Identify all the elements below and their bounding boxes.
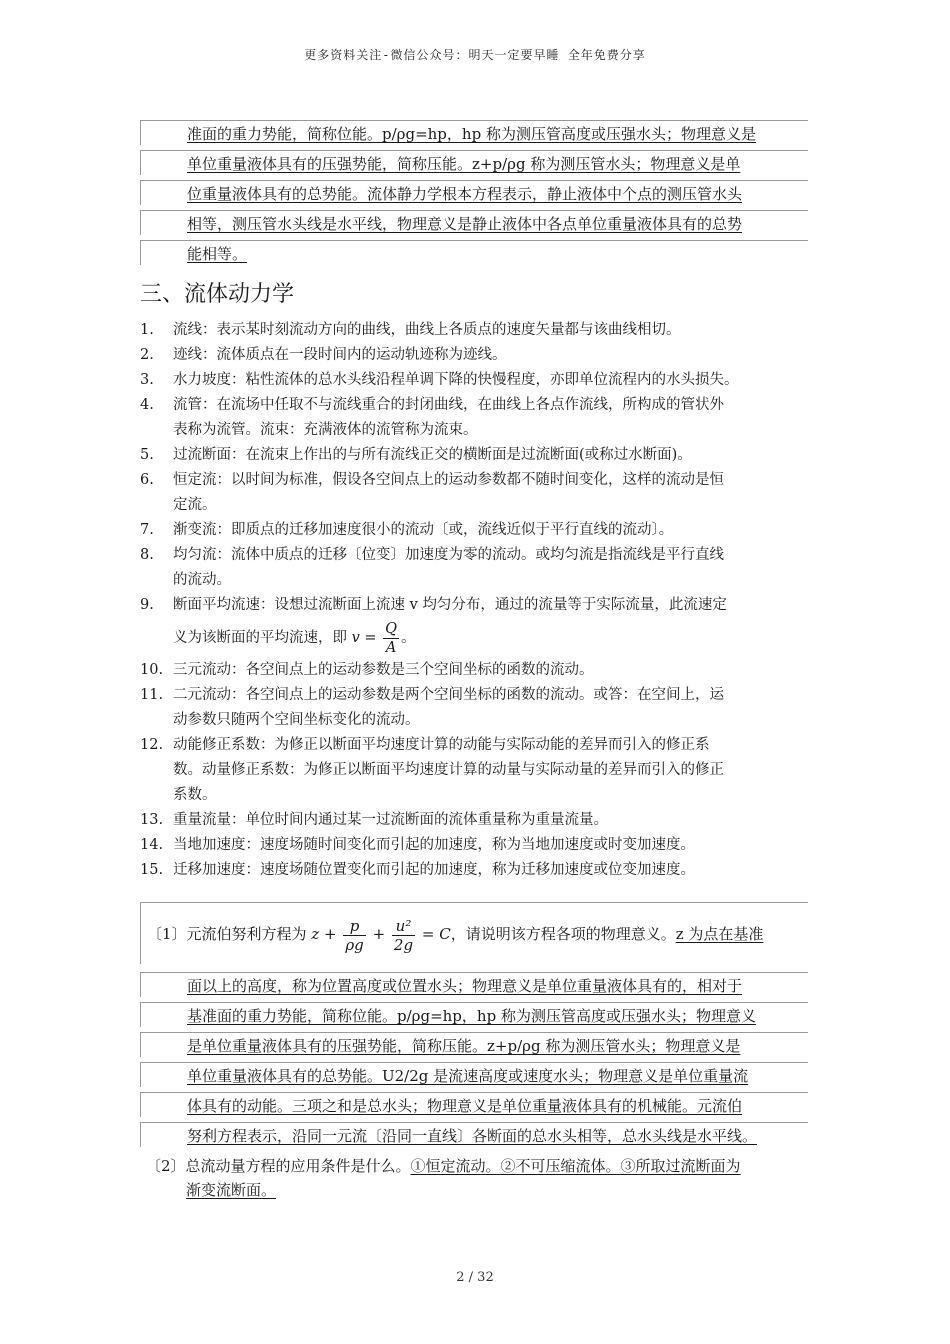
answer-line: 准面的重力势能，简称位能。p/ρg=hp，hp 称为测压管高度或压强水头；物理意义是	[140, 120, 808, 145]
answer-line: 是单位重量液体具有的压强势能，简称压能。z+p/ρg 称为测压管水头；物理意义是	[140, 1032, 808, 1057]
answer-line: 位重量液体具有的总势能。流体静力学根本方程表示，静止液体中个点的测压管水头	[140, 180, 808, 205]
list-item: 12. 动能修正系数：为修正以断面平均速度计算的动能与实际动能的差异而引入的修正系 数。动量修正系数：为修正以断面平均速度计算的动量与实际动量的差异而引入的修正 系数。	[140, 737, 724, 803]
list-item: 15. 迁移加速度：速度场随位置变化而引起的加速度，称为迁移加速度或位变加速度。	[140, 862, 695, 878]
page-number: 2 / 32	[456, 1270, 494, 1285]
question-2: 〔2〕总流动量方程的应用条件是什么。①恒定流动。②不可压缩流体。③所取过流断面为 渐变流断面。	[146, 1157, 741, 1199]
answer-line: 体具有的动能。三项之和是总水头；物理意义是单位重量液体具有的机械能。元流伯	[140, 1092, 808, 1117]
list-item: 9. 断面平均流速：设想过流断面上流速 v 均匀分布，通过的流量等于实际流量，此流速定 义为该断面的平均流速，即 v = $\frac{Q}{A}$ 。	[140, 597, 727, 656]
list-item: 8. 均匀流：流体中质点的迁移〔位变〕加速度为零的流动。或均匀流是指流线是平行直线 的流动。	[140, 547, 724, 588]
list-item: 7. 渐变流：即质点的迁移加速度很小的流动〔或，流线近似于平行直线的流动〕。	[140, 522, 674, 538]
answer-line: 单位重量液体具有的压强势能，简称压能。z+p/ρg 称为测压管水头；物理意义是单	[140, 150, 808, 175]
list-item: 13. 重量流量：单位时间内通过某一过流断面的流体重量称为重量流量。	[140, 812, 608, 828]
page-header: 更多资料关注-微信公众号：明天一定要早睡 全年免费分享	[304, 48, 646, 62]
answer-line: 单位重量液体具有的总势能。U2/2g 是流速高度或速度水头；物理意义是单位重量流	[140, 1062, 808, 1087]
list-item: 4. 流管：在流场中任取不与流线重合的封闭曲线，在曲线上各点作流线，所构成的管状外 表称为流管。流束：充满液体的流管称为流束。	[140, 397, 724, 438]
velocity-formula: v = $\frac{Q}{A}$	[351, 620, 398, 656]
question-1: 〔1〕元流伯努利方程为 z + $\frac{p}{\rho g}$ + $\frac{\text{u²}}{2g}$ = C，请说明该方程各项的物理意义。z 为点在基准	[140, 902, 808, 964]
list-item: 10. 三元流动：各空间点上的运动参数是三个空间坐标的函数的流动。	[140, 662, 594, 678]
list-item: 1. 流线：表示某时刻流动方向的曲线，曲线上各质点的速度矢量都与该曲线相切。	[140, 322, 681, 338]
list-item: 2. 迹线：流体质点在一段时间内的运动轨迹称为迹线。	[140, 347, 507, 363]
answer-line: 基准面的重力势能，简称位能。p/ρg=hp，hp 称为测压管高度或压强水头；物理意义	[140, 1002, 808, 1027]
list-item: 11. 二元流动：各空间点上的运动参数是两个空间坐标的函数的流动。或答：在空间上，运 动参数只随两个空间坐标变化的流动。	[140, 687, 724, 728]
bernoulli-equation: z + $\frac{p}{\rho g}$ + $\frac{\text{u²}}{2g}$ = C	[311, 916, 451, 954]
answer-line: 能相等。	[140, 240, 808, 265]
answer-line: 相等，测压管水头线是水平线，物理意义是静止液体中各点单位重量液体具有的总势	[140, 210, 808, 235]
top-answer-box	[140, 120, 808, 265]
list-item: 5. 过流断面：在流束上作出的与所有流线正交的横断面是过流断面(或称过水断面)。	[140, 447, 692, 463]
list-item: 6. 恒定流：以时间为标准，假设各空间点上的运动参数都不随时间变化，这样的流动是恒 定流。	[140, 472, 724, 513]
question-1-answer-box	[140, 972, 808, 1147]
answer-line: 面以上的高度，称为位置高度或位置水头；物理意义是单位重量液体具有的，相对于	[140, 972, 808, 997]
definition-list	[140, 318, 808, 883]
section-title: 三、流体动力学	[140, 282, 295, 307]
list-item: 14. 当地加速度：速度场随时间变化而引起的加速度，称为当地加速度或时变加速度。	[140, 837, 695, 853]
list-item: 3. 水力坡度：粘性流体的总水头线沿程单调下降的快慢程度，亦即单位流程内的水头损失。	[140, 372, 739, 388]
answer-line: 努利方程表示，沿同一元流〔沿同一直线〕各断面的总水头相等，总水头线是水平线。	[140, 1122, 808, 1147]
